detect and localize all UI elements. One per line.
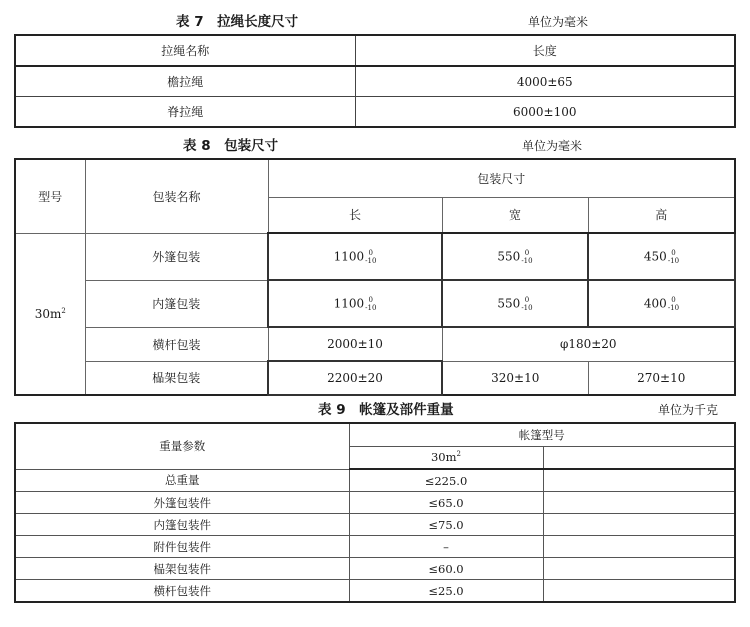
tolerance-upper: 0 bbox=[368, 248, 373, 257]
table-row bbox=[15, 558, 735, 580]
tolerance-lower: -10 bbox=[521, 303, 533, 312]
table9-sub-sup: 2 bbox=[456, 450, 461, 459]
table8-cell-height bbox=[588, 233, 735, 280]
table7-header-length: 长度 bbox=[355, 35, 735, 66]
table8-cell-length: 2000±10 bbox=[268, 327, 442, 361]
table8-cell-name: 内篷包装 bbox=[85, 280, 268, 327]
table7-header-name: 拉绳名称 bbox=[15, 35, 355, 66]
table-row bbox=[15, 97, 735, 128]
table9-header-sub bbox=[349, 446, 543, 469]
table9-sub-value: 30m bbox=[430, 450, 457, 465]
table9-cell-empty bbox=[543, 514, 735, 536]
table7 bbox=[14, 34, 736, 128]
table9-cell-empty bbox=[543, 558, 735, 580]
table8-title: 表 8 包装尺寸 bbox=[183, 138, 279, 154]
table8-cell-length bbox=[268, 280, 442, 327]
table8-cell-width-height: φ180±20 bbox=[442, 327, 735, 361]
table9-cell-empty bbox=[543, 469, 735, 492]
table8-cell-name: 横杆包装 bbox=[85, 327, 268, 361]
table9-cell-value: ≤25.0 bbox=[349, 580, 543, 603]
table-row bbox=[15, 492, 735, 514]
table7-cell-length: 6000±100 bbox=[355, 97, 735, 128]
table9-cell-name: 外篷包装件 bbox=[15, 492, 349, 514]
table-row bbox=[15, 580, 735, 603]
table-row bbox=[15, 469, 735, 492]
table7-cell-name: 檐拉绳 bbox=[15, 66, 355, 97]
table7-cell-name: 脊拉绳 bbox=[15, 97, 355, 128]
table9-cell-name: 横杆包装件 bbox=[15, 580, 349, 603]
table9-header-param: 重量参数 bbox=[15, 423, 349, 469]
table-row bbox=[15, 327, 735, 361]
table-row bbox=[15, 280, 735, 327]
table-row bbox=[15, 536, 735, 558]
table8-cell-length: 2200±20 bbox=[268, 361, 442, 395]
table-row bbox=[15, 233, 735, 280]
table9-cell-value: ≤60.0 bbox=[349, 558, 543, 580]
tolerance-upper: 0 bbox=[524, 295, 530, 304]
tolerance-base: 550 bbox=[497, 249, 521, 263]
table8-cell-name: 外篷包装 bbox=[85, 233, 268, 280]
table8-cell-length bbox=[268, 233, 442, 280]
table8-header-name: 包装名称 bbox=[85, 159, 268, 233]
table8-model-value: 30m bbox=[34, 306, 62, 321]
table8-cell-height bbox=[588, 280, 735, 327]
table9-cell-value: – bbox=[349, 536, 543, 558]
table8-model-cell bbox=[15, 233, 85, 395]
table9-cell-value: ≤75.0 bbox=[349, 514, 543, 536]
table8-cell-width bbox=[442, 233, 588, 280]
tolerance-base: 450 bbox=[643, 249, 667, 263]
table9-cell-name: 总重量 bbox=[15, 469, 349, 492]
table8-cell-width bbox=[442, 280, 588, 327]
table7-unit: 单位为毫米 bbox=[528, 15, 589, 29]
table9-cell-value: ≤225.0 bbox=[349, 469, 543, 492]
table8-cell-height: 270±10 bbox=[588, 361, 735, 395]
table-row bbox=[15, 66, 735, 97]
tolerance-lower: -10 bbox=[667, 256, 680, 265]
table9-title: 表 9 帐篷及部件重量 bbox=[318, 402, 454, 418]
table8-unit: 单位为毫米 bbox=[522, 139, 583, 153]
table8-header-size: 包装尺寸 bbox=[268, 159, 735, 197]
tolerance-lower: -10 bbox=[365, 256, 377, 265]
table8-header-length: 长 bbox=[268, 197, 442, 233]
tolerance-upper: 0 bbox=[671, 295, 676, 304]
table7-cell-length: 4000±65 bbox=[355, 66, 735, 97]
table-row bbox=[15, 514, 735, 536]
table9-cell-empty bbox=[543, 536, 735, 558]
table9-header-empty bbox=[543, 446, 735, 469]
tolerance-base: 550 bbox=[497, 296, 521, 310]
table8-model-sup: 2 bbox=[61, 306, 66, 315]
tolerance-base: 1100 bbox=[333, 296, 365, 310]
tolerance-upper: 0 bbox=[671, 248, 676, 257]
tolerance-base: 400 bbox=[643, 296, 667, 310]
table-row bbox=[15, 361, 735, 395]
table8 bbox=[14, 158, 736, 396]
table8-cell-width: 320±10 bbox=[442, 361, 588, 395]
table9-cell-name: 附件包装件 bbox=[15, 536, 349, 558]
tolerance-upper: 0 bbox=[524, 248, 530, 257]
tolerance-lower: -10 bbox=[365, 303, 377, 312]
table9 bbox=[14, 422, 736, 603]
table9-cell-name: 内篷包装件 bbox=[15, 514, 349, 536]
table8-cell-name: 榀架包装 bbox=[85, 361, 268, 395]
table8-header-width: 宽 bbox=[442, 197, 588, 233]
tolerance-upper: 0 bbox=[368, 295, 373, 304]
table9-cell-name: 榀架包装件 bbox=[15, 558, 349, 580]
table8-header-model: 型号 bbox=[15, 159, 85, 233]
table9-cell-empty bbox=[543, 580, 735, 603]
table9-cell-value: ≤65.0 bbox=[349, 492, 543, 514]
table8-header-height: 高 bbox=[588, 197, 735, 233]
tolerance-lower: -10 bbox=[521, 256, 533, 265]
table9-cell-empty bbox=[543, 492, 735, 514]
table9-header-model: 帐篷型号 bbox=[349, 423, 735, 446]
tolerance-lower: -10 bbox=[667, 303, 680, 312]
table7-title: 表 7 拉绳长度尺寸 bbox=[176, 14, 299, 30]
table9-unit: 单位为千克 bbox=[658, 403, 719, 417]
tolerance-base: 1100 bbox=[333, 249, 365, 263]
